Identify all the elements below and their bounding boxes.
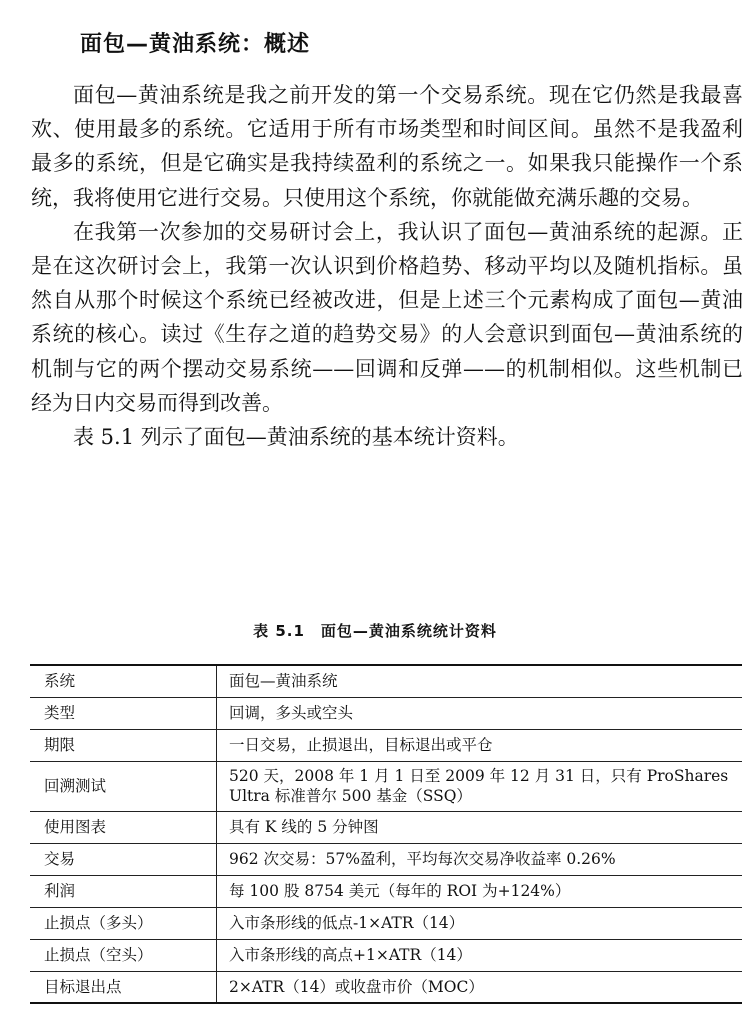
row-value: 962 次交易：57%盈利，平均每次交易净收益率 0.26% (217, 843, 743, 875)
row-key: 期限 (30, 729, 217, 761)
paragraph-origin: 在我第一次参加的交易研讨会上，我认识了面包—黄油系统的起源。正是在这次研讨会上，我第一次认识到价格趋势、移动平均以及随机指标。虽然自从那个时候这个系统已经被改进，但是上述三个元素构成了面包—黄油系统的核心。读过《生存之道的趋势交易》的人会意识到面包—黄油系统的机制与它的两个摆动交易系统——回调和反弹——的机制相似。这些机制已经为日内交易而得到改善。 (31, 219, 743, 415)
table-caption: 表 5.1 面包—黄油系统统计资料 (253, 622, 497, 640)
statistics-table (30, 664, 742, 1004)
row-key: 止损点（多头） (30, 907, 217, 939)
paragraph-overview: 面包—黄油系统是我之前开发的第一个交易系统。现在它仍然是我最喜欢、使用最多的系统。它适用于所有市场类型和时间区间。虽然不是我盈利最多的系统，但是它确实是我持续盈利的系统之一。如果我只能操作一个系统，我将使用它进行交易。只使用这个系统，你就能做充满乐趣的交易。 (31, 83, 743, 210)
row-key: 止损点（空头） (30, 939, 217, 971)
row-value: 具有 K 线的 5 分钟图 (217, 811, 743, 843)
row-value: 2×ATR（14）或收盘市价（MOC） (217, 971, 743, 1003)
table-row (30, 697, 742, 729)
row-key: 目标退出点 (30, 971, 217, 1003)
row-value: 入市条形线的高点+1×ATR（14） (217, 939, 743, 971)
row-value: 520 天，2008 年 1 月 1 日至 2009 年 12 月 31 日，只有 ProShares Ultra 标准普尔 500 基金（SSQ） (217, 761, 743, 811)
row-value: 面包—黄油系统 (217, 665, 743, 697)
row-key: 交易 (30, 843, 217, 875)
row-key: 类型 (30, 697, 217, 729)
table-row (30, 761, 742, 811)
section-heading: 面包—黄油系统：概述 (80, 32, 311, 57)
table-row (30, 843, 742, 875)
table-row (30, 811, 742, 843)
table-row (30, 729, 742, 761)
table-row (30, 875, 742, 907)
row-value: 每 100 股 8754 美元（每年的 ROI 为+124%） (217, 875, 743, 907)
table-row (30, 971, 742, 1003)
row-value: 一日交易，止损退出，目标退出或平仓 (217, 729, 743, 761)
row-key: 利润 (30, 875, 217, 907)
paragraph-table-intro: 表 5.1 列示了面包—黄油系统的基本统计资料。 (73, 425, 519, 450)
row-key: 系统 (30, 665, 217, 697)
row-value: 回调，多头或空头 (217, 697, 743, 729)
row-key: 使用图表 (30, 811, 217, 843)
row-value: 入市条形线的低点-1×ATR（14） (217, 907, 743, 939)
row-key: 回溯测试 (30, 761, 217, 811)
table-row (30, 665, 742, 697)
table-row (30, 939, 742, 971)
table-row (30, 907, 742, 939)
body-text (31, 78, 743, 454)
